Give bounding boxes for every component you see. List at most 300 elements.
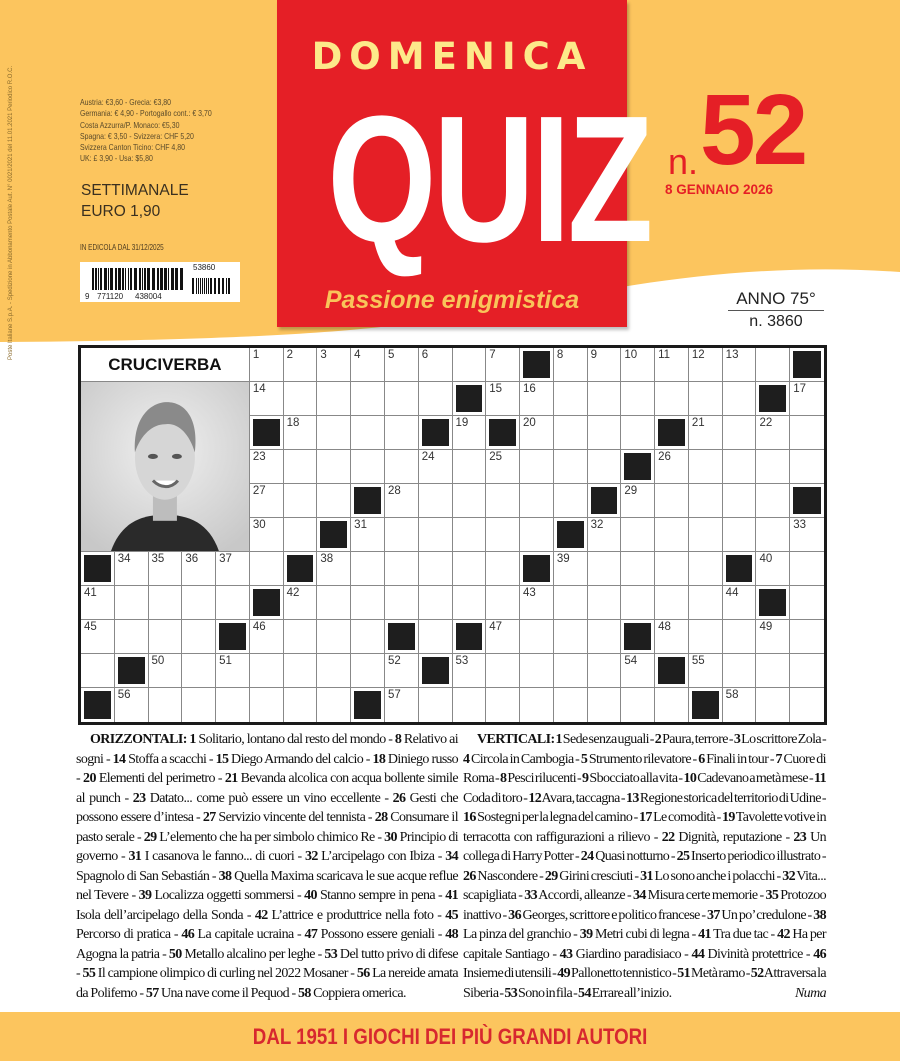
grid-cell[interactable] xyxy=(689,586,723,620)
clue: 40 Stanno sempre in pena - xyxy=(304,888,446,903)
grid-cell[interactable] xyxy=(689,654,723,688)
clue: 37 Un po’ credulone - xyxy=(706,907,814,923)
black-cell xyxy=(554,518,588,552)
clue-number: 14 xyxy=(112,751,126,767)
grid-cell[interactable] xyxy=(588,416,622,450)
clue-number: 24 xyxy=(580,849,594,864)
grid-cell[interactable] xyxy=(621,586,655,620)
grid-cell[interactable] xyxy=(317,586,351,620)
grid-cell[interactable] xyxy=(419,484,453,518)
grid-cell[interactable] xyxy=(621,552,655,586)
grid-cell[interactable] xyxy=(790,382,824,416)
actress-photo xyxy=(81,382,250,552)
grid-cell[interactable] xyxy=(250,552,284,586)
grid-cell[interactable] xyxy=(351,450,385,484)
cell-number: 13 xyxy=(725,349,739,361)
clue: 14 Stoffa a scacchi - xyxy=(112,751,216,767)
grid-cell[interactable] xyxy=(554,416,588,450)
grid-cell[interactable] xyxy=(588,552,622,586)
clue: 53 Del tutto privo di difese - xyxy=(76,946,459,981)
grid-cell[interactable] xyxy=(453,348,487,382)
clue-number: 38 xyxy=(218,868,232,884)
grid-cell[interactable] xyxy=(520,484,554,518)
cell-number: 31 xyxy=(354,519,367,531)
grid-cell[interactable] xyxy=(385,348,419,382)
grid-cell[interactable] xyxy=(486,518,520,552)
grid-cell[interactable] xyxy=(317,382,351,416)
grid-cell[interactable] xyxy=(723,484,757,518)
grid-cell[interactable] xyxy=(520,586,554,620)
grid-cell[interactable] xyxy=(385,382,419,416)
grid-cell[interactable] xyxy=(115,586,149,620)
clue-number: 46 xyxy=(813,946,827,962)
clue: 56 La nereide amata da Polifemo - xyxy=(76,966,458,1001)
grid-cell[interactable] xyxy=(723,348,757,382)
grid-cell[interactable] xyxy=(419,382,453,416)
clue-number: 52 xyxy=(750,966,764,981)
grid-cell[interactable] xyxy=(756,688,790,722)
grid-cell[interactable] xyxy=(453,688,487,722)
grid-cell[interactable] xyxy=(723,450,757,484)
clue-number: 16 xyxy=(463,810,476,825)
grid-cell[interactable] xyxy=(520,416,554,450)
black-cell xyxy=(284,552,318,586)
clue-number: 55 xyxy=(82,966,96,981)
grid-cell[interactable] xyxy=(486,484,520,518)
grid-cell[interactable] xyxy=(284,688,318,722)
grid-cell[interactable] xyxy=(149,620,183,654)
clue: 49 Pallonetto tennistico - xyxy=(557,966,678,981)
grid-cell[interactable] xyxy=(385,688,419,722)
grid-cell[interactable] xyxy=(790,552,824,586)
grid-cell[interactable] xyxy=(554,688,588,722)
grid-cell[interactable] xyxy=(419,552,453,586)
grid-cell[interactable] xyxy=(250,348,284,382)
clue: 26 Nascondere - xyxy=(463,868,545,884)
clue-number: 15 xyxy=(215,751,229,767)
clue: 21 Bevanda alcolica con acqua bollente simile al punch - xyxy=(76,771,458,806)
cell-number: 20 xyxy=(523,417,536,429)
grid-cell[interactable] xyxy=(588,382,622,416)
grid-cell[interactable] xyxy=(689,450,723,484)
clue: 34 Misura certe memorie - xyxy=(633,888,766,903)
clue: 47 Possono essere geniali - xyxy=(304,927,446,942)
logo-main: QUIZ xyxy=(327,79,651,280)
clue: 24 Quasi notturno - xyxy=(580,849,677,864)
clue: 32 L’arcipelago con Ibiza - xyxy=(304,849,446,864)
grid-cell[interactable] xyxy=(790,688,824,722)
grid-cell[interactable] xyxy=(486,450,520,484)
grid-cell[interactable] xyxy=(317,450,351,484)
grid-cell[interactable] xyxy=(317,484,351,518)
grid-cell[interactable] xyxy=(689,348,723,382)
grid-cell[interactable] xyxy=(385,450,419,484)
clue-number: 23 xyxy=(793,829,807,845)
black-cell xyxy=(250,586,284,620)
grid-cell[interactable] xyxy=(486,586,520,620)
cell-number: 16 xyxy=(523,383,536,395)
clue: 42 L’attrice e produttrice nella foto - xyxy=(254,907,446,923)
cell-number: 55 xyxy=(691,655,705,667)
cell-number: 4 xyxy=(354,349,361,361)
grid-cell[interactable] xyxy=(588,586,622,620)
grid-cell[interactable] xyxy=(621,688,655,722)
issue-date: 8 GENNAIO 2026 xyxy=(665,182,774,197)
grid-cell[interactable] xyxy=(182,586,216,620)
grid-cell[interactable] xyxy=(790,654,824,688)
grid-cell[interactable] xyxy=(554,382,588,416)
grid-cell[interactable] xyxy=(621,654,655,688)
cell-number: 42 xyxy=(286,587,300,599)
clue-number: 39 xyxy=(138,888,152,903)
grid-cell[interactable] xyxy=(317,552,351,586)
cell-number: 26 xyxy=(658,451,671,463)
grid-cell[interactable] xyxy=(554,484,588,518)
price-line: Svizzera Canton Ticino: CHF 4,80 xyxy=(80,142,185,153)
grid-cell[interactable] xyxy=(655,518,689,552)
clue: 54 Errare all’inizio. xyxy=(578,985,672,1001)
clue-number: 54 xyxy=(578,985,591,1001)
cell-number: 45 xyxy=(84,621,97,633)
cell-number: 56 xyxy=(117,689,131,701)
grid-cell[interactable] xyxy=(486,382,520,416)
clue: 9 Sbocciato alla vita - xyxy=(582,771,684,786)
clue: 29 L’elemento che ha per simbolo chimico Re - xyxy=(143,829,385,845)
grid-cell[interactable] xyxy=(655,552,689,586)
clue: 23 Datato... come può essere un vino eccellente - xyxy=(132,790,393,806)
grid-cell[interactable] xyxy=(453,416,487,450)
grid-cell[interactable] xyxy=(655,620,689,654)
clue: 35 Protozoo inattivo - xyxy=(463,888,826,923)
price-line: Germania: € 4,90 - Portogallo cont.: € 3,70 xyxy=(80,108,212,119)
grid-cell[interactable] xyxy=(250,620,284,654)
cell-number: 48 xyxy=(658,621,671,633)
grid-cell[interactable] xyxy=(655,484,689,518)
grid-cell[interactable] xyxy=(621,518,655,552)
grid-cell[interactable] xyxy=(419,620,453,654)
crossword-grid xyxy=(78,345,827,725)
grid-cell[interactable] xyxy=(790,416,824,450)
grid-cell[interactable] xyxy=(621,382,655,416)
grid-cell[interactable] xyxy=(453,450,487,484)
clue: 46 La capitale ucraina - xyxy=(181,927,305,942)
grid-cell[interactable] xyxy=(250,382,284,416)
grid-cell[interactable] xyxy=(81,586,115,620)
grid-cell[interactable] xyxy=(385,484,419,518)
grid-cell[interactable] xyxy=(317,620,351,654)
grid-cell[interactable] xyxy=(115,552,149,586)
grid-cell[interactable] xyxy=(385,586,419,620)
grid-cell[interactable] xyxy=(723,620,757,654)
clue-number: 31 xyxy=(640,868,653,884)
grid-cell[interactable] xyxy=(385,416,419,450)
cell-number: 39 xyxy=(556,553,570,565)
grid-cell[interactable] xyxy=(115,620,149,654)
clue: 29 Girini cresciuti - xyxy=(544,868,641,884)
cell-number: 21 xyxy=(691,417,705,429)
grid-cell[interactable] xyxy=(655,450,689,484)
grid-cell[interactable] xyxy=(520,654,554,688)
grid-cell[interactable] xyxy=(419,586,453,620)
grid-cell[interactable] xyxy=(149,552,183,586)
grid-cell[interactable] xyxy=(351,552,385,586)
clue: 28 Consumare il pasto serale - xyxy=(76,810,458,845)
grid-cell[interactable] xyxy=(250,518,284,552)
clue: 10 Cadevano a metà mese - xyxy=(683,771,814,786)
grid-cell[interactable] xyxy=(250,484,284,518)
grid-cell[interactable] xyxy=(554,552,588,586)
frequency-label: SETTIMANALE xyxy=(81,182,189,199)
grid-cell[interactable] xyxy=(621,484,655,518)
grid-cell[interactable] xyxy=(419,450,453,484)
grid-cell[interactable] xyxy=(723,416,757,450)
grid-cell[interactable] xyxy=(621,348,655,382)
clue-number: 57 xyxy=(145,985,159,1001)
grid-cell[interactable] xyxy=(419,688,453,722)
grid-cell[interactable] xyxy=(351,518,385,552)
grid-cell[interactable] xyxy=(486,552,520,586)
clue: 4 Circola in Cambogia - xyxy=(463,751,581,767)
clue-number: 46 xyxy=(181,927,195,942)
clue: 38 Quella Maxima scaricava le sue acque reflue nel Tevere - xyxy=(76,868,458,903)
grid-cell[interactable] xyxy=(351,416,385,450)
barcode-digit: 9 xyxy=(85,292,90,301)
clue-number: 56 xyxy=(356,966,370,981)
clue: 7 Cuore di Roma - xyxy=(463,751,826,786)
grid-cell[interactable] xyxy=(453,518,487,552)
grid-cell[interactable] xyxy=(520,382,554,416)
grid-cell[interactable] xyxy=(250,654,284,688)
grid-cell[interactable] xyxy=(655,688,689,722)
clue-number: 34 xyxy=(445,849,458,864)
grid-cell[interactable] xyxy=(621,416,655,450)
clue: 8 Pesci rilucenti - xyxy=(500,771,583,786)
grid-cell[interactable] xyxy=(284,382,318,416)
clue-number: 2 xyxy=(654,732,662,747)
cell-number: 50 xyxy=(151,655,165,667)
grid-cell[interactable] xyxy=(588,348,622,382)
grid-cell[interactable] xyxy=(689,620,723,654)
grid-cell[interactable] xyxy=(419,518,453,552)
cell-number: 24 xyxy=(421,451,435,463)
clue: 20 Elementi del perimetro - xyxy=(83,771,225,786)
grid-cell[interactable] xyxy=(453,654,487,688)
grid-cell[interactable] xyxy=(756,484,790,518)
clue-number: 27 xyxy=(202,810,216,825)
clue: 41 Isola dell’arcipelago della Sonda - xyxy=(76,888,458,923)
black-cell xyxy=(655,416,689,450)
vertical-clues xyxy=(463,730,826,1003)
cell-number: 1 xyxy=(252,349,260,361)
grid-cell[interactable] xyxy=(317,654,351,688)
grid-cell[interactable] xyxy=(756,654,790,688)
grid-cell[interactable] xyxy=(385,552,419,586)
grid-cell[interactable] xyxy=(351,382,385,416)
on-sale-date: IN EDICOLA DAL 31/12/2025 xyxy=(80,243,164,252)
grid-cell[interactable] xyxy=(723,654,757,688)
clue: 38 La pinza del granchio - xyxy=(463,907,826,942)
cell-number: 18 xyxy=(286,417,300,429)
grid-cell[interactable] xyxy=(756,552,790,586)
clue-number: 31 xyxy=(128,849,142,864)
grid-cell[interactable] xyxy=(790,620,824,654)
grid-cell[interactable] xyxy=(351,586,385,620)
grid-cell[interactable] xyxy=(554,654,588,688)
clue-number: 39 xyxy=(579,927,593,942)
logo-tagline: Passione enigmistica xyxy=(324,286,580,314)
grid-cell[interactable] xyxy=(486,620,520,654)
grid-cell[interactable] xyxy=(588,654,622,688)
grid-cell[interactable] xyxy=(317,688,351,722)
clue-number: 8 xyxy=(394,732,402,747)
grid-cell[interactable] xyxy=(790,586,824,620)
grid-cell[interactable] xyxy=(486,348,520,382)
cell-number: 35 xyxy=(151,553,165,565)
grid-cell[interactable] xyxy=(182,620,216,654)
logo-top: DOMENICA xyxy=(311,35,593,78)
clue-number: 26 xyxy=(463,868,476,884)
grid-cell[interactable] xyxy=(250,450,284,484)
grid-cell[interactable] xyxy=(655,586,689,620)
black-cell xyxy=(419,654,453,688)
grid-cell[interactable] xyxy=(723,688,757,722)
grid-cell[interactable] xyxy=(486,688,520,722)
clue-number: 1 xyxy=(555,732,562,747)
grid-cell[interactable] xyxy=(351,620,385,654)
black-cell xyxy=(81,552,115,586)
grid-cell[interactable] xyxy=(284,416,318,450)
barcode-digits: 771120 xyxy=(97,292,124,301)
cover-price: EURO 1,90 xyxy=(81,203,161,220)
grid-cell[interactable] xyxy=(216,586,250,620)
grid-cell[interactable] xyxy=(284,620,318,654)
black-cell xyxy=(723,552,757,586)
grid-cell[interactable] xyxy=(149,654,183,688)
cell-number: 17 xyxy=(793,383,807,395)
grid-cell[interactable] xyxy=(588,620,622,654)
black-cell xyxy=(756,586,790,620)
grid-cell[interactable] xyxy=(520,518,554,552)
grid-cell[interactable] xyxy=(689,416,723,450)
clue-number: 36 xyxy=(508,907,521,923)
grid-cell[interactable] xyxy=(317,416,351,450)
grid-cell[interactable] xyxy=(588,688,622,722)
grid-cell[interactable] xyxy=(520,688,554,722)
grid-cell[interactable] xyxy=(554,450,588,484)
grid-cell[interactable] xyxy=(689,518,723,552)
grid-cell[interactable] xyxy=(520,620,554,654)
grid-cell[interactable] xyxy=(453,552,487,586)
barcode xyxy=(80,262,240,302)
grid-cell[interactable] xyxy=(689,484,723,518)
grid-cell[interactable] xyxy=(756,620,790,654)
grid-cell[interactable] xyxy=(115,688,149,722)
grid-cell[interactable] xyxy=(588,518,622,552)
grid-cell[interactable] xyxy=(756,518,790,552)
clue-number: 50 xyxy=(168,946,182,962)
grid-cell[interactable] xyxy=(284,484,318,518)
bottom-banner xyxy=(0,1012,900,1061)
grid-cell[interactable] xyxy=(486,654,520,688)
grid-cell[interactable] xyxy=(216,688,250,722)
clue-number: 53 xyxy=(324,946,338,962)
grid-cell[interactable] xyxy=(81,654,115,688)
grid-cell[interactable] xyxy=(723,518,757,552)
grid-cell[interactable] xyxy=(723,382,757,416)
grid-cell[interactable] xyxy=(351,654,385,688)
grid-cell[interactable] xyxy=(250,688,284,722)
clue: 58 Coppiera omerica. xyxy=(297,985,406,1001)
grid-cell[interactable] xyxy=(756,450,790,484)
grid-cell[interactable] xyxy=(756,348,790,382)
grid-cell[interactable] xyxy=(453,586,487,620)
grid-cell[interactable] xyxy=(689,552,723,586)
clue-number: 51 xyxy=(677,966,691,981)
grid-cell[interactable] xyxy=(419,348,453,382)
clue-number: 48 xyxy=(445,927,459,942)
clue: 50 Metallo alcalino per leghe - xyxy=(168,946,325,962)
grid-cell[interactable] xyxy=(655,348,689,382)
grid-cell[interactable] xyxy=(588,450,622,484)
clue: 39 Localizza oggetti sommersi - xyxy=(138,888,305,903)
grid-cell[interactable] xyxy=(284,654,318,688)
grid-cell[interactable] xyxy=(385,518,419,552)
grid-cell[interactable] xyxy=(284,586,318,620)
grid-cell[interactable] xyxy=(554,586,588,620)
grid-cell[interactable] xyxy=(385,654,419,688)
clue-number: 49 xyxy=(557,966,571,981)
grid-cell[interactable] xyxy=(554,348,588,382)
cell-number: 25 xyxy=(489,451,503,463)
grid-cell[interactable] xyxy=(182,654,216,688)
cell-number: 6 xyxy=(421,349,429,361)
grid-cell[interactable] xyxy=(81,620,115,654)
foreign-prices xyxy=(80,97,212,165)
grid-cell[interactable] xyxy=(182,552,216,586)
grid-cell[interactable] xyxy=(284,518,318,552)
grid-cell[interactable] xyxy=(149,586,183,620)
grid-cell[interactable] xyxy=(351,348,385,382)
grid-cell[interactable] xyxy=(149,688,183,722)
grid-cell[interactable] xyxy=(689,382,723,416)
cell-number: 57 xyxy=(387,689,401,701)
cell-number: 5 xyxy=(387,349,395,361)
grid-cell[interactable] xyxy=(723,586,757,620)
grid-cell[interactable] xyxy=(284,450,318,484)
grid-cell[interactable] xyxy=(790,518,824,552)
grid-cell[interactable] xyxy=(317,348,351,382)
grid-cell[interactable] xyxy=(216,552,250,586)
grid-cell[interactable] xyxy=(554,620,588,654)
clue: 2 Paura, terrore - xyxy=(654,732,734,747)
clue: 36 Georges, scrittore e politico francese - xyxy=(508,907,707,923)
clue: 57 Una nave come il Pequod - xyxy=(145,985,298,1001)
black-cell xyxy=(115,654,149,688)
clue-number: 29 xyxy=(143,829,157,845)
grid-cell[interactable] xyxy=(284,348,318,382)
clue: 1 Sede senza uguali - xyxy=(555,732,655,747)
grid-cell[interactable] xyxy=(520,450,554,484)
grid-cell[interactable] xyxy=(756,416,790,450)
grid-cell[interactable] xyxy=(453,484,487,518)
clue-number: 21 xyxy=(224,771,238,786)
grid-cell[interactable] xyxy=(790,450,824,484)
grid-cell[interactable] xyxy=(182,688,216,722)
clue-number: 38 xyxy=(813,907,826,923)
barcode-addon: 53860 xyxy=(193,263,216,272)
grid-cell[interactable] xyxy=(216,654,250,688)
grid-cell[interactable] xyxy=(655,382,689,416)
